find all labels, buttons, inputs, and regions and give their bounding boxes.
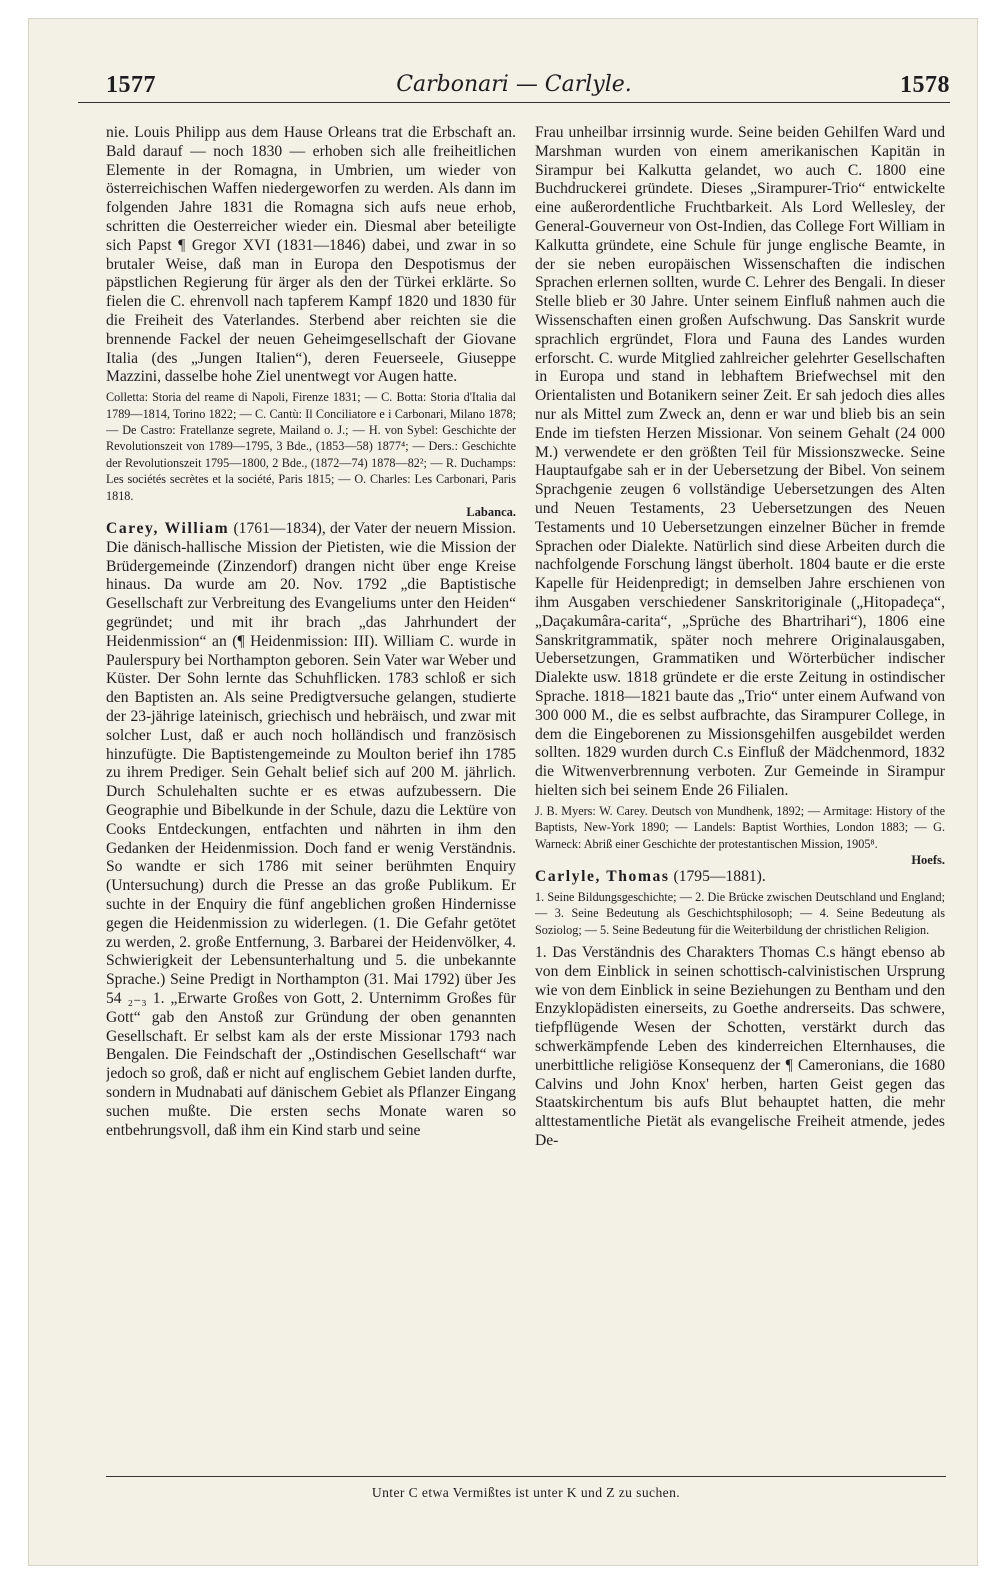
carlyle-paragraph: 1. Das Verständnis des Charakters Thomas C.s hängt ebenso ab von dem Einblick in seinen schottisch-calvinistischen Ursprung wie von dem Einblick in seine Beziehungen zu Bentham und den Enzyklopädisten einerseits, zu Goethe andrerseits. Das schwere, tiefpflügende Wesen der Schotten, verstärkt durch das schwerkämpfende Leben des kinderreichen Elternhauses, die unerbittliche religiöse Konsequenz der ¶ Cameronians, die 1680 Calvins und John Knox' herben, harten Geist gegen das Staatskirchentum bis aufs Blut behauptet hatten, die mehr alttestamentliche Pietät als evangelische Freiheit atmende, jedes De- bbox=[535, 943, 945, 1149]
carlyle-contents: 1. Seine Bildungsgeschichte; — 2. Die Brücke zwischen Deutschland und England; — 3. Seine Bedeutung als Geschichtsphilosoph; — 4. Seine Bedeutung als Soziolog; — 5. Seine Bedeutung für die Weiterbildung der christlichen Religion. bbox=[535, 889, 945, 937]
carlyle-headword: Carlyle, Thomas bbox=[535, 867, 670, 885]
carbonari-bibliography: Colletta: Storia del reame di Napoli, Firenze 1831; — C. Botta: Storia d'Italia dal 1789—1814, Torino 1822; — C. Cantù: Il Conciliatore e i Carbonari, Milano 1878; — De Castro: Fratellanze segrete, Mailand o. J.; — H. von Sybel: Geschichte der Revolutionszeit von 1789—1795, 3 Bde., (1853—58) 1877⁴; — Ders.: Geschichte der Revolutionszeit 1795—1800, 2 Bde., (1872—74) 1878—82²; — R. Duchamps: Les sociétés secrètes et la société, Paris 1815; — O. Charles: Les Carbonari, Paris 1818. bbox=[106, 390, 516, 503]
footer-note: Unter C etwa Vermißtes ist unter K und Z zu suchen. bbox=[106, 1476, 946, 1501]
page-number-left: 1577 bbox=[106, 72, 156, 98]
running-title: Carbonari — Carlyle. bbox=[396, 72, 632, 97]
carey-entry bbox=[106, 520, 516, 1140]
right-column bbox=[535, 124, 945, 1464]
carbonari-paragraph: nie. Louis Philipp aus dem Hause Orleans trat die Erbschaft an. Bald darauf — noch 1830 — erhoben sich alle freiheitlichen Elemente in der Romagna, in Umbrien, um wieder von österreichischen Waffen niedergeworfen zu werden. Als dann im folgenden Jahre 1831 die Romagna sich aufs neue erhob, schritten die Oesterreicher wieder ein. Diesmal aber beteiligte sich Papst ¶ Gregor XVI (1831—1846) dabei, und zwar in so brutaler Weise, daß man in Europa den Despotismus der päpstlichen Regierung für ärger als den der Türkei erklärte. So fielen die C. ehrenvoll nach tapferem Kampf 1820 und 1830 für die Freiheit des Vaterlandes. Sterbend aber reichten sie die brennende Fackel der neuen Geheimgesellschaft der Giovane Italia (des „Jungen Italien“), deren Feuerseele, Giuseppe Mazzini, dasselbe hohe Ziel unentwegt vor Augen hatte. bbox=[106, 124, 516, 386]
carlyle-dates: (1795—1881). bbox=[669, 867, 766, 885]
carey-bibliography: J. B. Myers: W. Carey. Deutsch von Mundhenk, 1892; — Armitage: History of the Baptists, New-York 1890; — Landels: Baptist Worthies, London 1883; — G. Warneck: Abriß einer Geschichte der protestantischen Mission, 1905⁸. bbox=[535, 803, 945, 851]
carey-headword: Carey, William bbox=[106, 520, 230, 537]
carbonari-author-signature: Labanca. bbox=[466, 505, 516, 519]
carey-continuation: Frau unheilbar irrsinnig wurde. Seine beiden Gehilfen Ward und Marshman wurden von einem amerikanischen Kapitän in Sirampur bei Kalkutta gelandet, wo auch C. 1800 eine Buchdruckerei gründete. Dieses „Sirampurer-Trio“ entwickelte eine außerordentliche Fruchtbarkeit. Als Lord Wellesley, der General-Gouverneur von Ost-Indien, das College Fort William in Kalkutta gründete, eine Schule für junge englische Beamte, in der sie neben europäischen Wissenschaften die indischen Sprachen erlernen sollten, wurde C. Lehrer des Bengali. In dieser Stelle blieb er 30 Jahre. Unter seinem Einfluß nahmen auch die Wissenschaften einen großen Aufschwung. Das Sanskrit wurde sprachlich ergründet, Flora und Fauna des Landes wurden erforscht. C. wurde Mitglied zahlreicher gelehrter Gesellschaften in Europa und stand in lebhaftem Briefwechsel mit den Orientalisten und Botanikern seiner Zeit. Er sah jedoch dies alles nur als Mittel zum Zweck an, denn er war und blieb bis an sein Ende im tiefsten Herzen Missionar. Von seinem Gehalt (24 000 M.) verwendete er den größten Teil für Missionszwecke. Seine Hauptaufgabe sah er in der Uebersetzung der Bibel. Von seinem Sprachgenie zeugen 6 vollständige Uebersetzungen des Alten und Neuen Testaments, 23 Uebersetzungen des Neuen Testaments und 10 Uebersetzungen einzelner Bücher in fremde Sprachen oder Dialekte. Natürlich sind diese Arbeiten durch die nachfolgende Forschung längst überholt. 1804 baute er die erste Kapelle für Heidenpredigt; in demselben Jahre erschienen von ihm Ausgaben verschiedener Sanskritoriginale („Hitopadeça“, „Daçakumâra-carita“, „Sprüche des Bhartrihari“), 1806 eine Sanskritgrammatik, später noch mehrere Originalausgaben, Uebersetzungen, Grammatiken und Wörterbücher indischer Dialekte usw. 1818 gründete er die erste Zeitung in ostindischer Sprache. 1818—1821 baute das „Trio“ unter einem Aufwand von 300 000 M., die es selbst aufbrachte, das Sirampurer College, in dem die Eingeborenen zu Missionsgehilfen ausgebildet werden sollten. 1829 wurden durch C.s Einfluß der Mädchenmord, 1832 die Witwenverbrennung verboten. Zur Gemeinde in Sirampur hielten sich bei seinem Ende 26 Filialen. bbox=[535, 124, 945, 799]
running-head bbox=[78, 60, 950, 103]
carey-text: (1761—1834), der Vater der neuern Mission. Die dänisch-hallische Mission der Pietisten, wie die Mission der Brüdergemeinde (Zinzendorf) drangen nicht über enge Kreise hinaus. Da wurde am 20. Nov. 1792 „die Baptistische Gesellschaft zur Verbreitung des Evangeliums unter den Heiden“ gegründet; und mit ihr brach „das Jahrhundert der Heidenmission“ an (¶ Heidenmission: III). William C. wurde in Paulerspury bei Northampton geboren. Sein Vater war Weber und Küster. Der Sohn lernte das Schuhflicken. 1783 schloß er sich den Baptisten an. Als seine Predigtversuche gelangen, studierte der 23-jährige lateinisch, griechisch und hebräisch, und zwar mit solcher Lust, daß er auch noch holländisch und französisch hinzufügte. Die Baptistengemeinde zu Moulton berief ihn 1785 zu ihrem Prediger. Sein Gehalt belief sich auf 200 M. jährlich. Durch Schulehalten suchte er es etwas aufzubessern. Die Geographie und Bibelkunde in der Schule, dazu die Lektüre von Cooks Entdeckungen, entfachten und nährten in ihm den Gedanken der Heidenmission. Doch fand er wenig Verständnis. So wandte er sich 1786 mit seiner berühmten Enquiry (Untersuchung) durch die Presse an das große Publikum. Er suchte in der Enquiry die fünf angeblichen großen Hindernisse gegen die Heidenmission zu widerlegen. (1. Die Gefahr getötet zu werden, 2. große Entfernung, 3. Barbarei der Heidenvölker, 4. Schwierigkeit der Lebensunterhaltung und 5. die unbekannte Sprache.) Seine Predigt in Northampton (31. Mai 1792) über Jes 54 ₂₋₃ 1. „Erwarte Großes von Gott, 2. Unternimm Großes für Gott“ gab den Anstoß zur Gründung der oben genannten Gesellschaft. Er selbst kam als der erste Missionar 1793 nach Bengalen. Die Feindschaft der „Ostindischen Gesellschaft“ war jedoch so groß, daß er nicht auf englischem Gebiet landen durfte, sondern in Mudnabati auf dänischem Gebiet als Pflanzer Eingang suchen mußte. Die ersten sechs Monate waren so entbehrungsvoll, daß ihm ein Kind starb und seine bbox=[106, 520, 516, 1139]
left-column bbox=[106, 124, 516, 1464]
carlyle-entry-heading bbox=[535, 868, 945, 887]
carey-author-signature: Hoefs. bbox=[911, 852, 945, 867]
page-number-right: 1578 bbox=[900, 72, 950, 98]
